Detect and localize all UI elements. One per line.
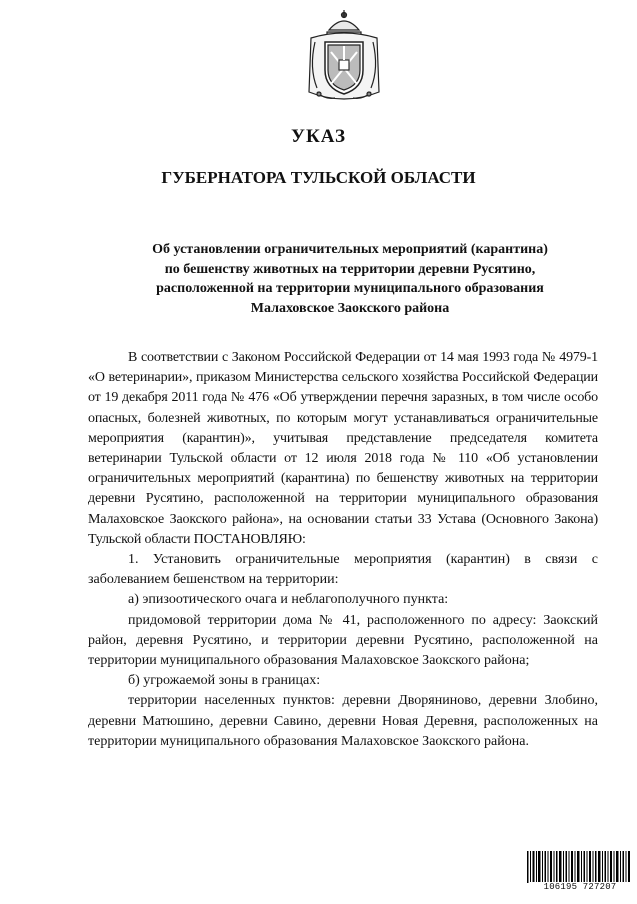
item-1a-paragraph: придомовой территории дома № 41, расположенного по адресу: Заокский район, деревня Русятино, и территории деревни Русятино, расположенной на территории муниципального образования Малаховское Заокского района;: [88, 612, 598, 669]
subject-line: по бешенству животных на территории деревни Русятино,: [164, 261, 536, 277]
item-1b-heading: б) угрожаемой зоны в границах:: [128, 673, 321, 689]
subject-line: Об установлении ограничительных мероприятий (карантина): [152, 242, 548, 257]
item-1b-paragraph: территории населенных пунктов: деревни Дворяниново, деревни Злобино, деревни Матюшино, деревни Савино, деревни Новая Деревня, расположенных на территории муниципального образования Малаховское Заокского района.: [88, 693, 598, 749]
subject-line: Малаховское Заокского района: [250, 300, 450, 316]
subject-line: расположенной на территории муниципального образования: [156, 281, 544, 296]
decree-body: [88, 348, 598, 752]
item-1a-heading: а) эпизоотического очага и неблагополучного пункта:: [128, 592, 449, 608]
tula-coat-of-arms-icon: [305, 8, 383, 104]
document-subtitle: ГУБЕРНАТОРА ТУЛЬСКОЙ ОБЛАСТИ: [161, 168, 476, 187]
item-1-paragraph: 1. Установить ограничительные мероприятия (карантин) в связи с заболеванием бешенством на территории:: [88, 552, 598, 588]
barcode-number: 106195 727207: [529, 882, 631, 892]
preamble-paragraph: В соответствии с Законом Российской Федерации от 14 мая 1993 года № 4979-1 «О ветеринарии», приказом Министерства сельского хозяйства Российской Федерации от 19 декабря 2011 года № 476 «Об утверждении перечня заразных, в том числе особо опасных, болезней животных, по которым могут устанавливаться ограничительные мероприятия (карантин)», учитывая представление председателя комитета ветеринарии Тульской области от 12 июля 2018 года № 110 «Об установлении ограничительных мероприятий (карантина) по бешенству животных на территории деревни Русятино, расположенной на территории муниципального образования Малаховское Заокского района», на основании статьи 33 Устава (Основного Закона) Тульской области ПОСТАНОВЛЯЮ:: [88, 350, 598, 547]
decree-subject: [80, 240, 620, 318]
document-title: УКАЗ: [291, 126, 346, 147]
